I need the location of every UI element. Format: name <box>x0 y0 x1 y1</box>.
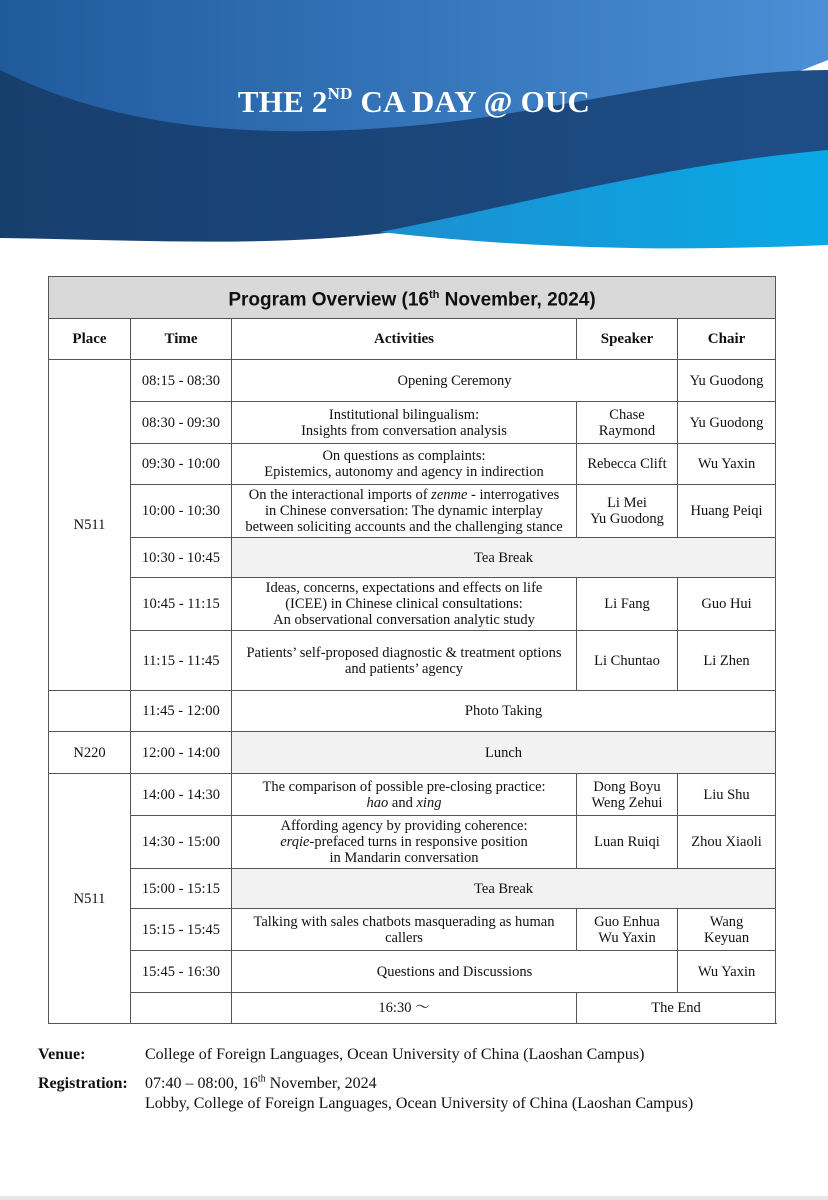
registration-place: Lobby, College of Foreign Languages, Ocean University of China (Laoshan Campus) <box>145 1095 694 1112</box>
time-cell: 11:15 - 11:45 <box>131 631 232 691</box>
activity-cell: Ideas, concerns, expectations and effects on life (ICEE) in Chinese clinical consultations: An observational conversation analytic study <box>232 578 577 631</box>
venue-label: Venue: <box>38 1046 86 1063</box>
page-title: THE 2ND CA DAY @ OUC <box>237 84 591 119</box>
table-row <box>49 816 776 869</box>
activity-cell: Questions and Discussions <box>232 951 678 993</box>
table-row <box>49 951 776 993</box>
table-row <box>49 360 776 402</box>
place-cell: N511 <box>49 774 131 1024</box>
activity-cell: Photo Taking <box>232 691 776 732</box>
chair-cell: Wu Yaxin <box>678 444 776 485</box>
activity-cell: The End <box>577 993 776 1024</box>
time-cell: 12:00 - 14:00 <box>131 732 232 774</box>
registration-time: 07:40 – 08:00, 16th November, 2024 <box>145 1074 377 1093</box>
time-cell: 09:30 - 10:00 <box>131 444 232 485</box>
program-overview-title: Program Overview (16th November, 2024) <box>49 277 776 319</box>
chair-cell: Wu Yaxin <box>678 951 776 993</box>
time-cell: 10:45 - 11:15 <box>131 578 232 631</box>
place-cell: N220 <box>49 732 131 774</box>
time-cell: 14:30 - 15:00 <box>131 816 232 869</box>
speaker-cell: Luan Ruiqi <box>577 816 678 869</box>
chair-cell: Zhou Xiaoli <box>678 816 776 869</box>
chair-cell: Li Zhen <box>678 631 776 691</box>
column-header-speaker: Speaker <box>577 319 678 360</box>
column-header-activities: Activities <box>232 319 577 360</box>
table-row <box>49 869 776 909</box>
table-row <box>49 538 776 578</box>
speaker-cell: Rebecca Clift <box>577 444 678 485</box>
venue-text: College of Foreign Languages, Ocean University of China (Laoshan Campus) <box>145 1046 645 1063</box>
activity-cell: Opening Ceremony <box>232 360 678 402</box>
place-cell <box>131 993 232 1024</box>
chair-cell: Wang Keyuan <box>678 909 776 951</box>
column-header-place: Place <box>49 319 131 360</box>
speaker-cell: Chase Raymond <box>577 402 678 444</box>
speaker-cell: Li Chuntao <box>577 631 678 691</box>
time-cell: 16:30 〜 <box>232 993 577 1024</box>
time-cell: 11:45 - 12:00 <box>131 691 232 732</box>
activity-cell: Tea Break <box>232 538 776 578</box>
bottom-divider <box>0 1196 828 1200</box>
table-row <box>49 993 776 1024</box>
column-header-chair: Chair <box>678 319 776 360</box>
speaker-cell: Li Fang <box>577 578 678 631</box>
activity-cell: On the interactional imports of zenme - interrogatives in Chinese conversation: The dynamic interplay between soliciting accounts and the challenging stance <box>232 485 577 538</box>
time-cell: 10:30 - 10:45 <box>131 538 232 578</box>
time-cell: 08:15 - 08:30 <box>131 360 232 402</box>
activity-cell: Patients’ self-proposed diagnostic & treatment options and patients’ agency <box>232 631 577 691</box>
time-cell: 15:45 - 16:30 <box>131 951 232 993</box>
table-row <box>49 909 776 951</box>
program-table <box>48 276 776 1024</box>
chair-cell: Liu Shu <box>678 774 776 816</box>
activity-cell: Lunch <box>232 732 776 774</box>
table-row <box>49 732 776 774</box>
time-cell: 15:15 - 15:45 <box>131 909 232 951</box>
activity-cell: Affording agency by providing coherence: erqie-prefaced turns in responsive position in Mandarin conversation <box>232 816 577 869</box>
time-cell: 14:00 - 14:30 <box>131 774 232 816</box>
table-row <box>49 631 776 691</box>
activity-cell: On questions as complaints: Epistemics, autonomy and agency in indirection <box>232 444 577 485</box>
place-cell: N511 <box>49 360 131 691</box>
time-cell: 15:00 - 15:15 <box>131 869 232 909</box>
registration-label: Registration: <box>38 1075 128 1093</box>
table-row <box>49 578 776 631</box>
table-row <box>49 485 776 538</box>
activity-cell: Talking with sales chatbots masquerading as human callers <box>232 909 577 951</box>
chair-cell: Yu Guodong <box>678 402 776 444</box>
table-row <box>49 444 776 485</box>
activity-cell: Tea Break <box>232 869 776 909</box>
activity-cell: Institutional bilingualism: Insights from conversation analysis <box>232 402 577 444</box>
place-cell <box>49 691 131 732</box>
table-row <box>49 402 776 444</box>
table-row <box>49 691 776 732</box>
speaker-cell: Guo Enhua Wu Yaxin <box>577 909 678 951</box>
header-wave-background <box>0 0 828 270</box>
chair-cell: Guo Hui <box>678 578 776 631</box>
speaker-cell: Dong Boyu Weng Zehui <box>577 774 678 816</box>
speaker-cell: Li Mei Yu Guodong <box>577 485 678 538</box>
chair-cell: Yu Guodong <box>678 360 776 402</box>
table-row <box>49 774 776 816</box>
column-header-time: Time <box>131 319 232 360</box>
chair-cell: Huang Peiqi <box>678 485 776 538</box>
venue-line <box>38 1043 644 1067</box>
activity-cell: The comparison of possible pre-closing practice: hao and xing <box>232 774 577 816</box>
time-cell: 10:00 - 10:30 <box>131 485 232 538</box>
time-cell: 08:30 - 09:30 <box>131 402 232 444</box>
